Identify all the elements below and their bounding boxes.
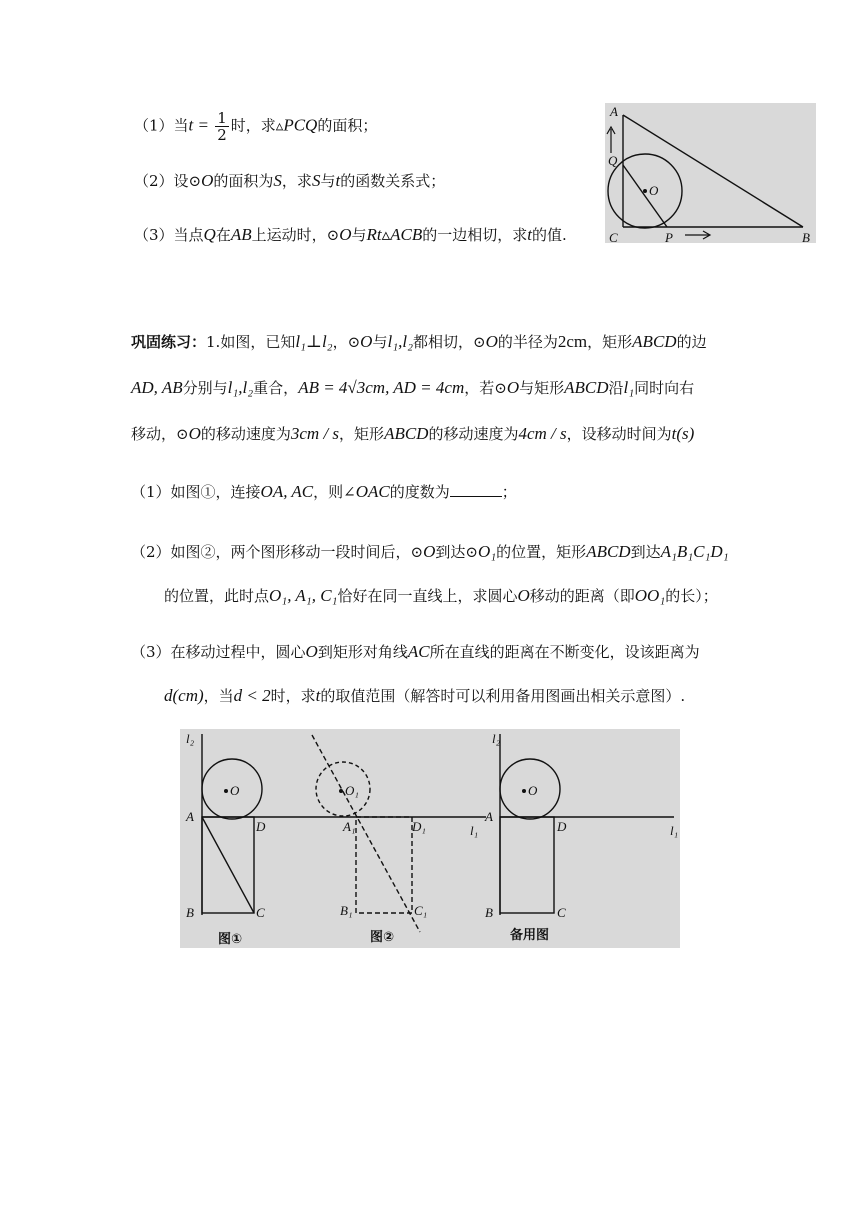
fraction: $\frac{1}{2}$ xyxy=(217,109,227,144)
label-l2: l₂ xyxy=(186,731,195,746)
label-C-spare: C xyxy=(557,905,566,920)
label-O1: O₁ xyxy=(345,783,359,798)
label-A: A xyxy=(610,104,618,119)
label-P: P xyxy=(665,230,673,243)
triangle-figure xyxy=(605,103,816,243)
label-B-spare: B xyxy=(485,905,493,920)
label-C1: C₁ xyxy=(414,903,428,918)
label-O: O xyxy=(230,783,240,798)
practice-q3-line2: d(cm)，当d < 2时，求t的取值范围（解答时可以利用备用图画出相关示意图）. xyxy=(164,686,686,705)
label-A: A xyxy=(186,809,194,824)
label-B1: B₁ xyxy=(340,903,353,918)
label-C: C xyxy=(256,905,265,920)
label-D1: D₁ xyxy=(412,819,426,834)
rectangle-circle-figure xyxy=(180,729,680,948)
label-A1: A₁ xyxy=(343,819,356,834)
label-A-spare: A xyxy=(485,809,493,824)
label-l1-spare: l₁ xyxy=(670,823,679,838)
label-Q: Q xyxy=(608,153,618,168)
practice-q2-line2: 的位置，此时点O₁, A₁, C₁恰好在同一直线上，求圆心O移动的距离（即OO₁的长）； xyxy=(164,586,718,605)
practice-title: 巩固练习： xyxy=(131,333,207,351)
label-l2-spare: l₂ xyxy=(492,731,501,746)
label-O: O xyxy=(649,183,659,198)
practice-line-2: AD, AB分别与l₁,l₂重合，AB = 4√3cm, AD = 4cm，若⊙O与矩形ABCD沿l₁同时向右 xyxy=(131,378,695,397)
label-D: D xyxy=(256,819,266,834)
answer-blank xyxy=(450,484,502,497)
question-3: （3）当点Q在AB上运动时，⊙O与Rt▵ACB的一边相切，求t的值. xyxy=(134,225,567,244)
caption-fig1: 图① xyxy=(218,932,243,947)
label-l1: l₁ xyxy=(470,823,479,838)
practice-q1: （1）如图①，连接OA, AC，则∠OAC的度数为 ； xyxy=(131,482,517,501)
question-2: （2）设⊙O的面积为S，求S与t的函数关系式； xyxy=(134,171,446,190)
label-B: B xyxy=(186,905,194,920)
label-D-spare: D xyxy=(557,819,567,834)
label-B: B xyxy=(802,230,810,243)
question-1: （1）当t = $\frac{1}{2}$ 时，求▵PCQ的面积； xyxy=(134,109,378,144)
caption-fig2: 图② xyxy=(370,930,395,945)
practice-line-3: 移动，⊙O的移动速度为3cm / s，矩形ABCD的移动速度为4cm / s，设移动时间为t(s) xyxy=(131,424,695,443)
practice-line-1: 巩固练习：1.如图，已知l₁⊥l₂，⊙O与l₁,l₂都相切，⊙O的半径为2cm，矩形ABCD的边 xyxy=(131,332,707,351)
label-O-spare: O xyxy=(528,783,538,798)
caption-spare: 备用图 xyxy=(510,928,550,943)
label-C: C xyxy=(609,230,618,243)
practice-q2-line1: （2）如图②，两个图形移动一段时间后，⊙O到达⊙O₁的位置，矩形ABCD到达A₁B₁C₁D₁ xyxy=(131,542,729,561)
practice-q3-line1: （3）在移动过程中，圆心O到矩形对角线AC所在直线的距离在不断变化，设该距离为 xyxy=(131,642,700,661)
